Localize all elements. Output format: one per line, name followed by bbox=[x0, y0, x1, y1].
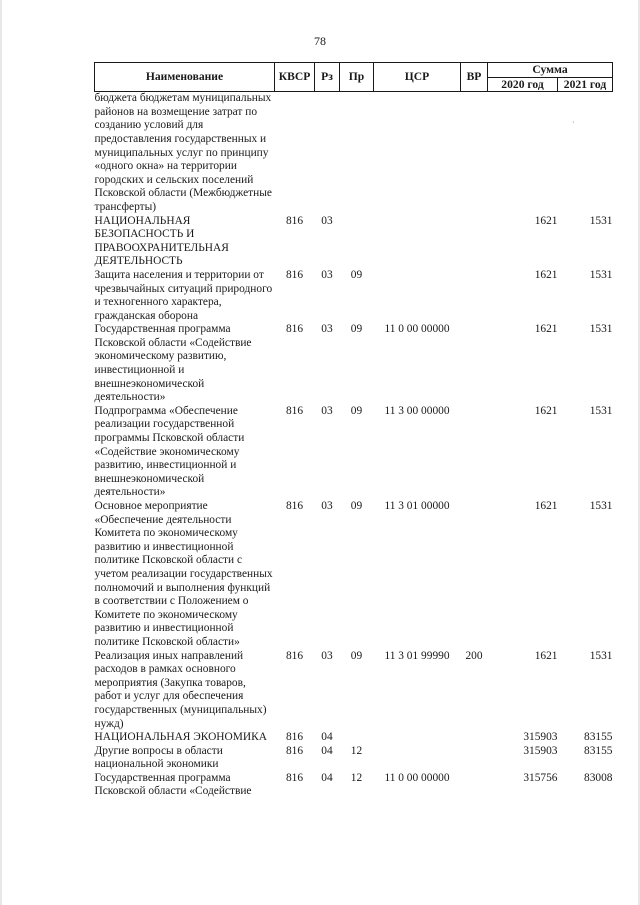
cell-pr: 09 bbox=[350, 268, 363, 281]
table-row bbox=[95, 323, 613, 405]
cell-pr: 09 bbox=[350, 500, 363, 512]
cell-rz: 03 bbox=[321, 649, 333, 662]
header-2020: 2020 год bbox=[488, 77, 558, 92]
cell-s2021: 83008 bbox=[584, 771, 613, 784]
cell-pr: 09 bbox=[350, 323, 363, 336]
cell-rz: 03 bbox=[321, 500, 333, 512]
table-row bbox=[95, 745, 613, 772]
cell-csr: 11 3 01 00000 bbox=[384, 500, 450, 512]
header-vr: ВР bbox=[461, 63, 488, 92]
cell-s2021: 1531 bbox=[589, 649, 613, 662]
cell-rz: 03 bbox=[321, 323, 333, 336]
cell-csr: 11 0 00 00000 bbox=[384, 323, 450, 336]
table-row bbox=[95, 269, 613, 323]
table-row bbox=[95, 500, 613, 650]
table-row bbox=[95, 215, 613, 269]
cell-csr bbox=[374, 745, 461, 772]
header-rz: Рз bbox=[315, 63, 340, 92]
header-kvsr: КВСР bbox=[275, 63, 315, 92]
cell-rz: 03 bbox=[321, 214, 333, 227]
cell-s2021: 1531 bbox=[589, 268, 613, 281]
cell-s2020: 1621 bbox=[534, 404, 558, 417]
page-number: 78 bbox=[314, 34, 326, 48]
cell-name: Другие вопросы в области национальной экономики bbox=[94, 744, 223, 771]
cell-s2021: 1531 bbox=[589, 500, 613, 512]
cell-rz bbox=[315, 92, 340, 215]
cell-vr bbox=[461, 323, 488, 405]
cell-csr: 11 0 00 00000 bbox=[384, 771, 450, 784]
cell-name: Государственная программа Псковской области «Содействие экономическому развитию, инвестиционной и внешнеэкономической деятельности» bbox=[94, 323, 252, 404]
cell-csr bbox=[374, 92, 461, 215]
cell-pr: 12 bbox=[350, 744, 363, 757]
cell-vr bbox=[461, 215, 488, 269]
header-sum: Сумма bbox=[488, 63, 613, 78]
cell-name: Основное мероприятие «Обеспечение деятельности Комитета по экономическому развитию и инвестиционной политике Псковской области с учетом реализации государственных полномочий и выполнения функций в соответствии с Положением о Комитете по экономическому развитию и инвестиционной политике Псковской области» bbox=[94, 500, 273, 648]
cell-kvsr: 816 bbox=[285, 323, 304, 336]
cell-s2020: 315756 bbox=[523, 771, 558, 784]
cell-csr bbox=[374, 731, 461, 745]
cell-kvsr: 816 bbox=[285, 744, 304, 757]
cell-s2021: 83155 bbox=[584, 744, 613, 757]
header-2021: 2021 год bbox=[558, 77, 613, 92]
cell-rz: 04 bbox=[321, 744, 333, 757]
cell-csr bbox=[374, 215, 461, 269]
cell-name: Реализация иных направлений расходов в рамках основного мероприятия (Закупка товаров, работ и услуг для обеспечения государственных (муниципальных) нужд) bbox=[94, 649, 267, 730]
cell-s2020: 1621 bbox=[534, 214, 558, 227]
cell-s2020: 1621 bbox=[534, 500, 558, 512]
header-name: Наименование bbox=[95, 63, 275, 92]
cell-kvsr: 816 bbox=[285, 214, 304, 227]
cell-rz: 03 bbox=[321, 404, 333, 417]
cell-name: Защита населения и территории от чрезвычайных ситуаций природного и техногенного характера, гражданская оборона bbox=[94, 268, 273, 322]
cell-name: НАЦИОНАЛЬНАЯ ЭКОНОМИКА bbox=[94, 731, 267, 744]
cell-vr bbox=[461, 731, 488, 745]
cell-name: бюджета бюджетам муниципальных районов на возмещение затрат по созданию условий для предоставления государственных и муниципальных услуг по принципу «одного окна» на территории городских и сельских поселений Псковской области (Межбюджетные трансферты) bbox=[94, 92, 272, 213]
cell-s2020: 1621 bbox=[534, 268, 558, 281]
cell-vr bbox=[461, 405, 488, 500]
cell-s2021: 83155 bbox=[584, 731, 613, 744]
cell-kvsr: 816 bbox=[285, 731, 304, 744]
cell-kvsr: 816 bbox=[285, 500, 304, 512]
table-row bbox=[95, 731, 613, 745]
cell-s2020: 315903 bbox=[523, 744, 558, 757]
header-pr: Пр bbox=[340, 63, 374, 92]
cell-csr bbox=[374, 269, 461, 323]
budget-table bbox=[94, 62, 613, 799]
cell-s2021: 1531 bbox=[589, 214, 613, 227]
cell-s2021 bbox=[558, 92, 613, 215]
cell-vr bbox=[461, 500, 488, 650]
cell-pr bbox=[340, 215, 374, 269]
cell-name: Государственная программа Псковской области «Содействие bbox=[94, 771, 252, 798]
cell-kvsr: 816 bbox=[285, 268, 304, 281]
cell-pr: 09 bbox=[350, 649, 363, 662]
table-row bbox=[95, 650, 613, 732]
cell-pr: 12 bbox=[350, 771, 363, 784]
table-row bbox=[95, 405, 613, 500]
scan-speck: · bbox=[572, 118, 575, 127]
table-body bbox=[95, 92, 613, 799]
cell-kvsr: 816 bbox=[285, 771, 304, 784]
cell-kvsr bbox=[275, 92, 315, 215]
cell-s2020 bbox=[488, 92, 558, 215]
cell-vr bbox=[461, 269, 488, 323]
cell-kvsr: 816 bbox=[285, 649, 304, 662]
cell-name: Подпрограмма «Обеспечение реализации государственной программы Псковской области «Содействие экономическому развитию, инвестиционной и внешнеэкономической деятельности» bbox=[94, 404, 245, 499]
cell-kvsr: 816 bbox=[285, 404, 304, 417]
cell-rz: 04 bbox=[321, 771, 333, 784]
cell-csr: 11 3 00 00000 bbox=[384, 404, 450, 417]
cell-pr bbox=[340, 731, 374, 745]
header-csr: ЦСР bbox=[374, 63, 461, 92]
table-row bbox=[95, 772, 613, 799]
cell-s2021: 1531 bbox=[589, 323, 613, 336]
cell-rz: 03 bbox=[321, 268, 333, 281]
cell-s2020: 1621 bbox=[534, 649, 558, 662]
cell-csr: 11 3 01 99990 bbox=[384, 649, 450, 662]
cell-vr bbox=[461, 772, 488, 799]
scan-edge-left bbox=[0, 0, 2, 905]
cell-vr bbox=[461, 92, 488, 215]
cell-pr bbox=[340, 92, 374, 215]
cell-rz: 04 bbox=[321, 731, 333, 744]
cell-pr: 09 bbox=[350, 404, 363, 417]
table-row bbox=[95, 92, 613, 215]
cell-vr bbox=[461, 745, 488, 772]
cell-s2020: 1621 bbox=[534, 323, 558, 336]
cell-s2020: 315903 bbox=[523, 731, 558, 744]
cell-s2021: 1531 bbox=[589, 404, 613, 417]
cell-vr: 200 bbox=[465, 649, 483, 662]
cell-name: НАЦИОНАЛЬНАЯ БЕЗОПАСНОСТЬ И ПРАВООХРАНИТЕЛЬНАЯ ДЕЯТЕЛЬНОСТЬ bbox=[94, 214, 229, 268]
